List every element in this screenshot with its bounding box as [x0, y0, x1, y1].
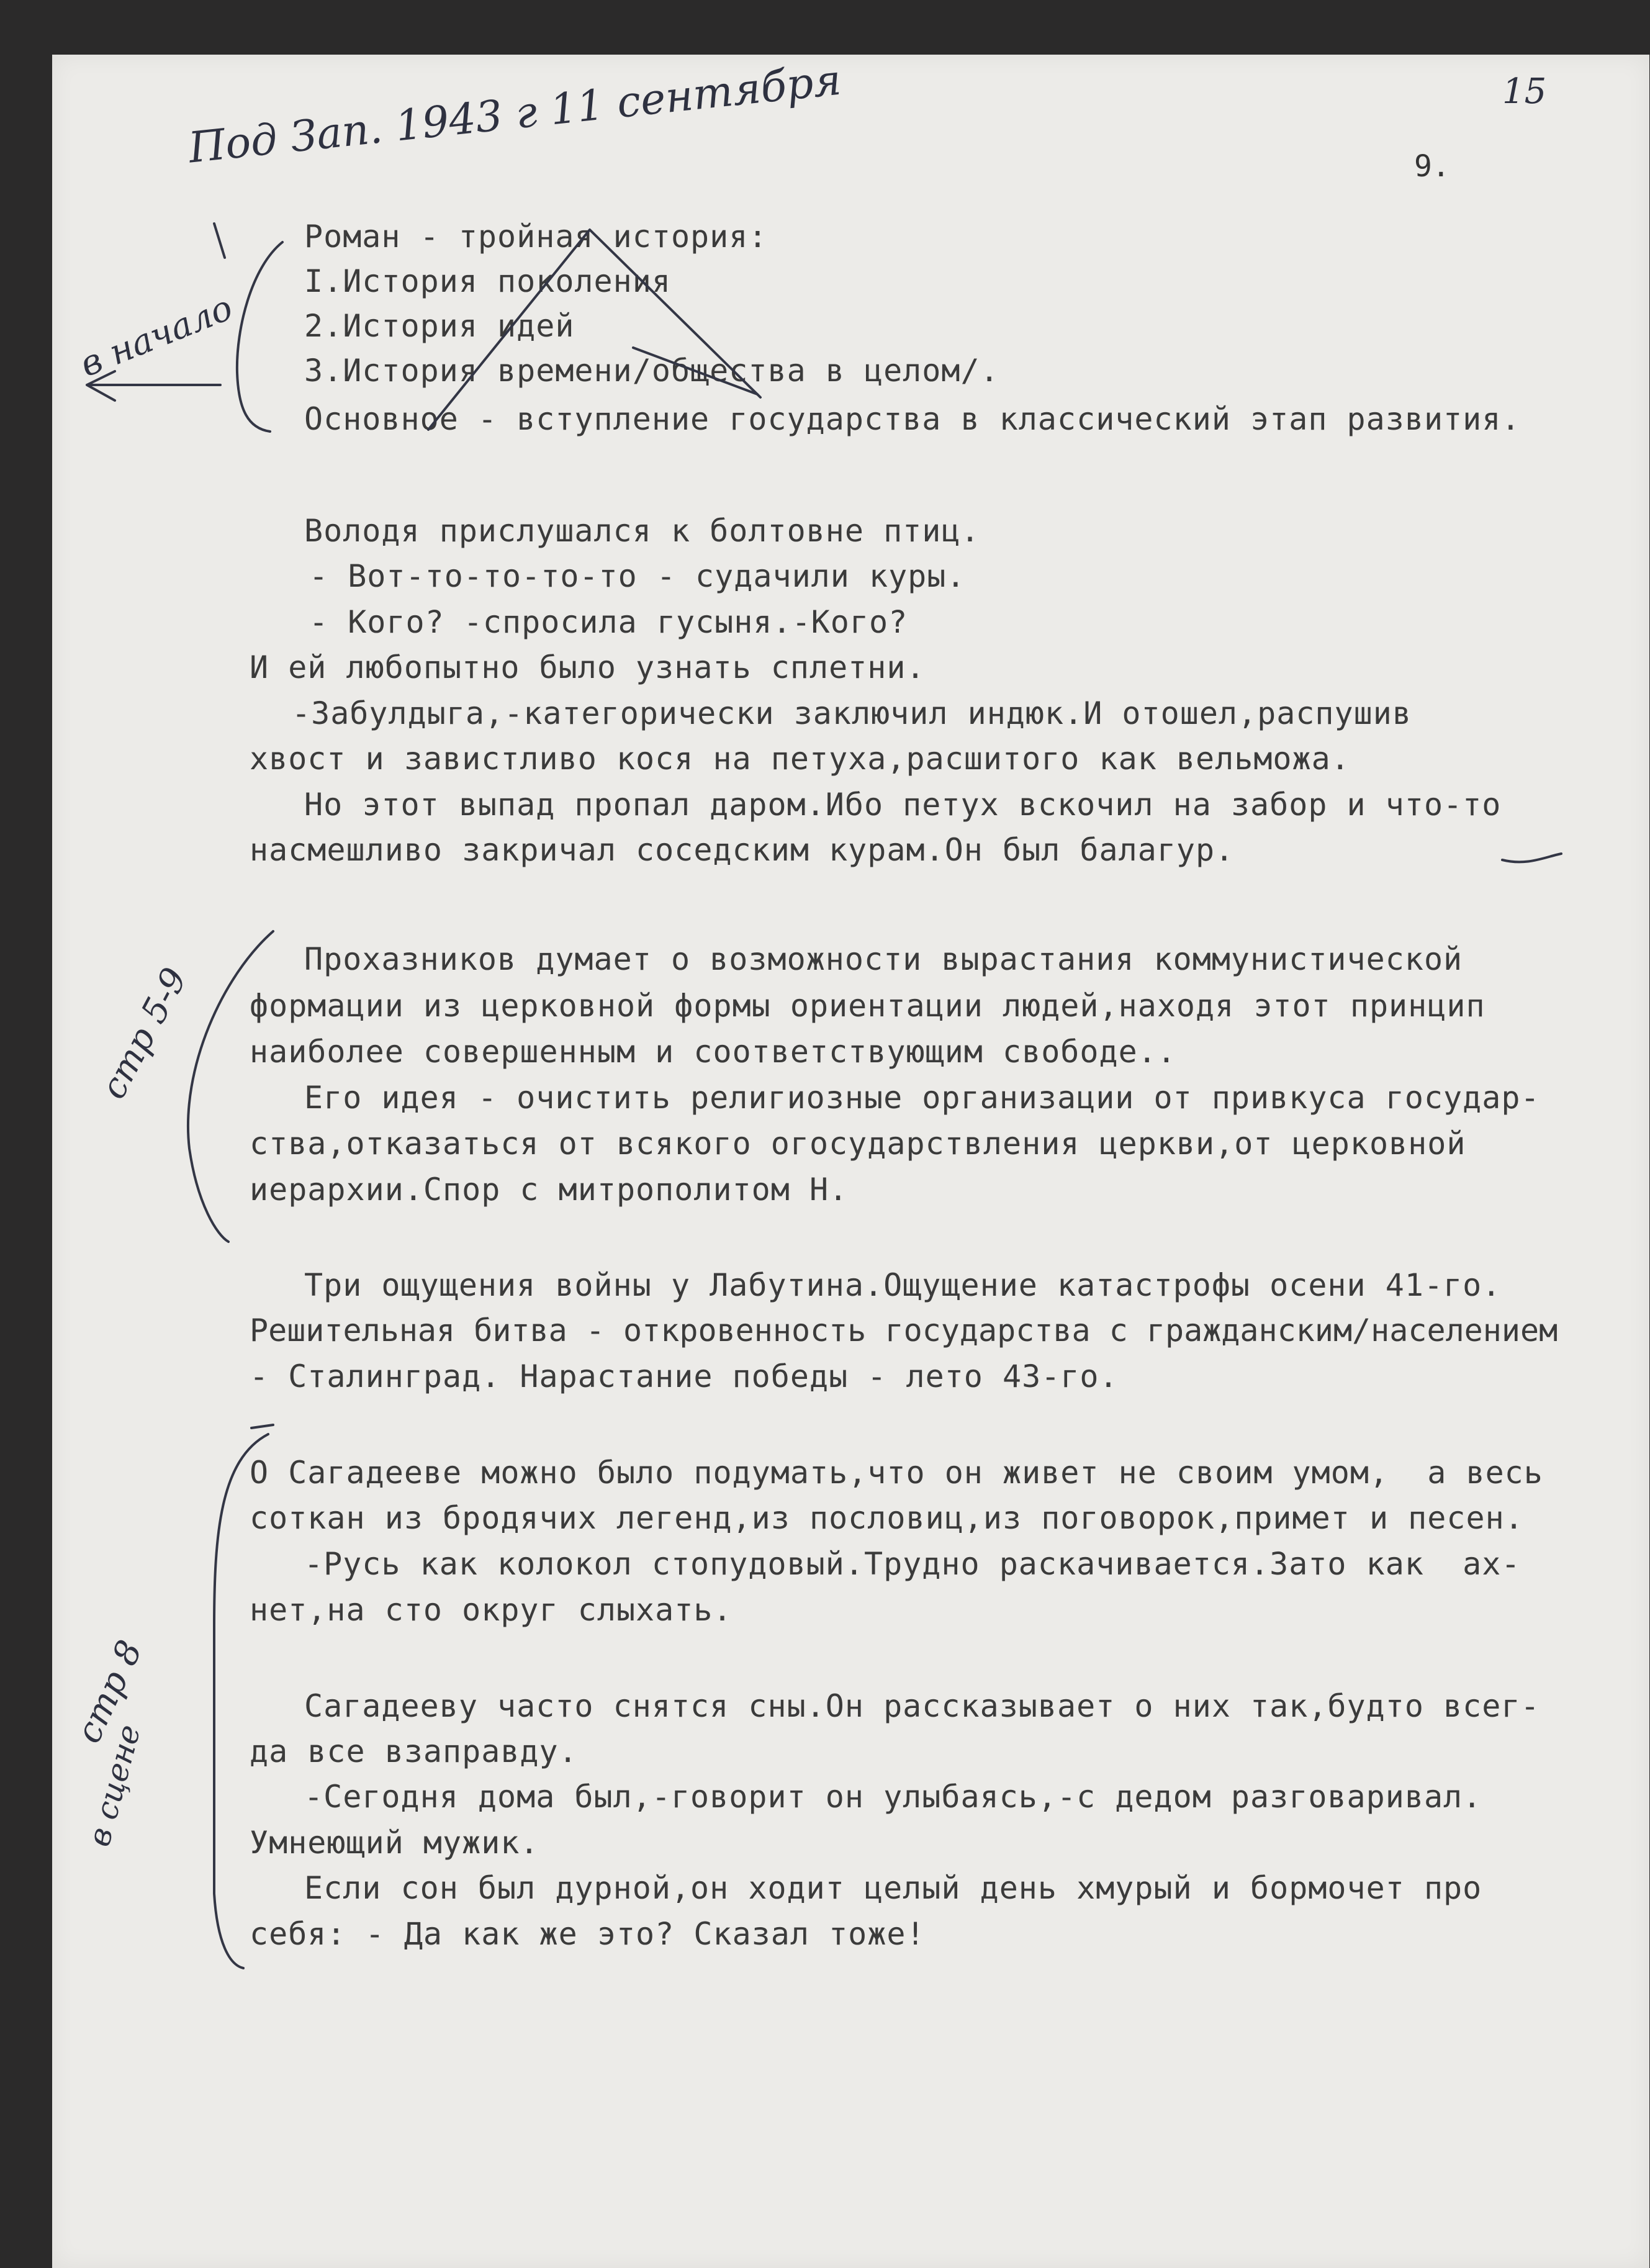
text-line: Сагадееву часто снятся сны.Он рассказывает о них так,будто всег-	[304, 1688, 1540, 1724]
text-line: -Русь как колокол стопудовый.Трудно раскачивается.Зато как ах-	[304, 1546, 1521, 1582]
text-line: насмешливо закричал соседским курам.Он был балагур.	[250, 832, 1235, 868]
text-line: да все взаправду.	[250, 1733, 578, 1769]
text-line: Но этот выпад пропал даром.Ибо петух вскочил на забор и что-то	[304, 787, 1502, 823]
text-line: соткан из бродячих легенд,из пословиц,из поговорок,примет и песен.	[250, 1500, 1524, 1536]
text-line: формации из церковной формы ориентации людей,находя этот принцип	[250, 988, 1485, 1024]
text-line: наиболее совершенным и соответствующим свободе..	[250, 1034, 1176, 1070]
text-line: себя: - Да как же это? Сказал тоже!	[250, 1916, 926, 1952]
text-line: Роман - тройная история:	[304, 219, 768, 255]
text-line: ства,отказаться от всякого огосударствления церкви,от церковной	[250, 1126, 1466, 1162]
text-line: Решительная битва - откровенность государства с гражданским/населением	[250, 1312, 1558, 1349]
text-line: И ей любопытно было узнать сплетни.	[250, 649, 926, 685]
margin-note: стр 8	[68, 1634, 151, 1750]
text-line: - Вот-то-то-то-то - судачили куры.	[309, 558, 966, 594]
text-line: Володя прислушался к болтовне птиц.	[304, 513, 980, 549]
text-line: иерархии.Спор с митрополитом Н.	[250, 1172, 849, 1208]
text-line: 2.История идей	[304, 308, 575, 344]
text-line: Три ощущения войны у Лабутина.Ощущение катастрофы осени 41-го.	[304, 1267, 1502, 1303]
text-line: хвост и завистливо кося на петуха,расшитого как вельможа.	[250, 741, 1350, 777]
margin-note: в начало	[74, 287, 238, 386]
text-line: -Забулдыга,-категорически заключил индюк.И отошел,распушив	[292, 695, 1412, 731]
text-line: - Сталинград. Нарастание победы - лето 43-го.	[250, 1358, 1119, 1394]
margin-note: стр 5-9	[93, 961, 196, 1106]
text-line: I.История поколения	[304, 263, 671, 299]
text-line: - Кого? -спросила гусыня.-Кого?	[309, 604, 908, 640]
text-line: 3.История времени/общества в целом/.	[304, 353, 999, 389]
page-number: 9.	[1414, 149, 1450, 184]
handwritten-header: Под Зап. 1943 г 11 сентября	[186, 55, 844, 173]
text-line: Прохазников думает о возможности вырастания коммунистической	[304, 941, 1463, 977]
text-line: нет,на сто округ слыхать.	[250, 1592, 733, 1628]
text-line: Умнеющий мужик.	[250, 1825, 539, 1861]
text-line: О Сагадееве можно было подумать,что он живет не своим умом, а весь	[250, 1455, 1543, 1491]
text-line: -Сегодня дома был,-говорит он улыбаясь,-с дедом разговаривал.	[304, 1779, 1482, 1815]
archive-number: 15	[1502, 71, 1547, 112]
text-line: Если сон был дурной,он ходит целый день хмурый и бормочет про	[304, 1870, 1482, 1906]
margin-note: в сцене	[81, 1720, 148, 1851]
text-line: Его идея - очистить религиозные организации от привкуса государ-	[304, 1080, 1540, 1116]
text-line: Основное - вступление государства в классический этап развития.	[304, 401, 1521, 437]
